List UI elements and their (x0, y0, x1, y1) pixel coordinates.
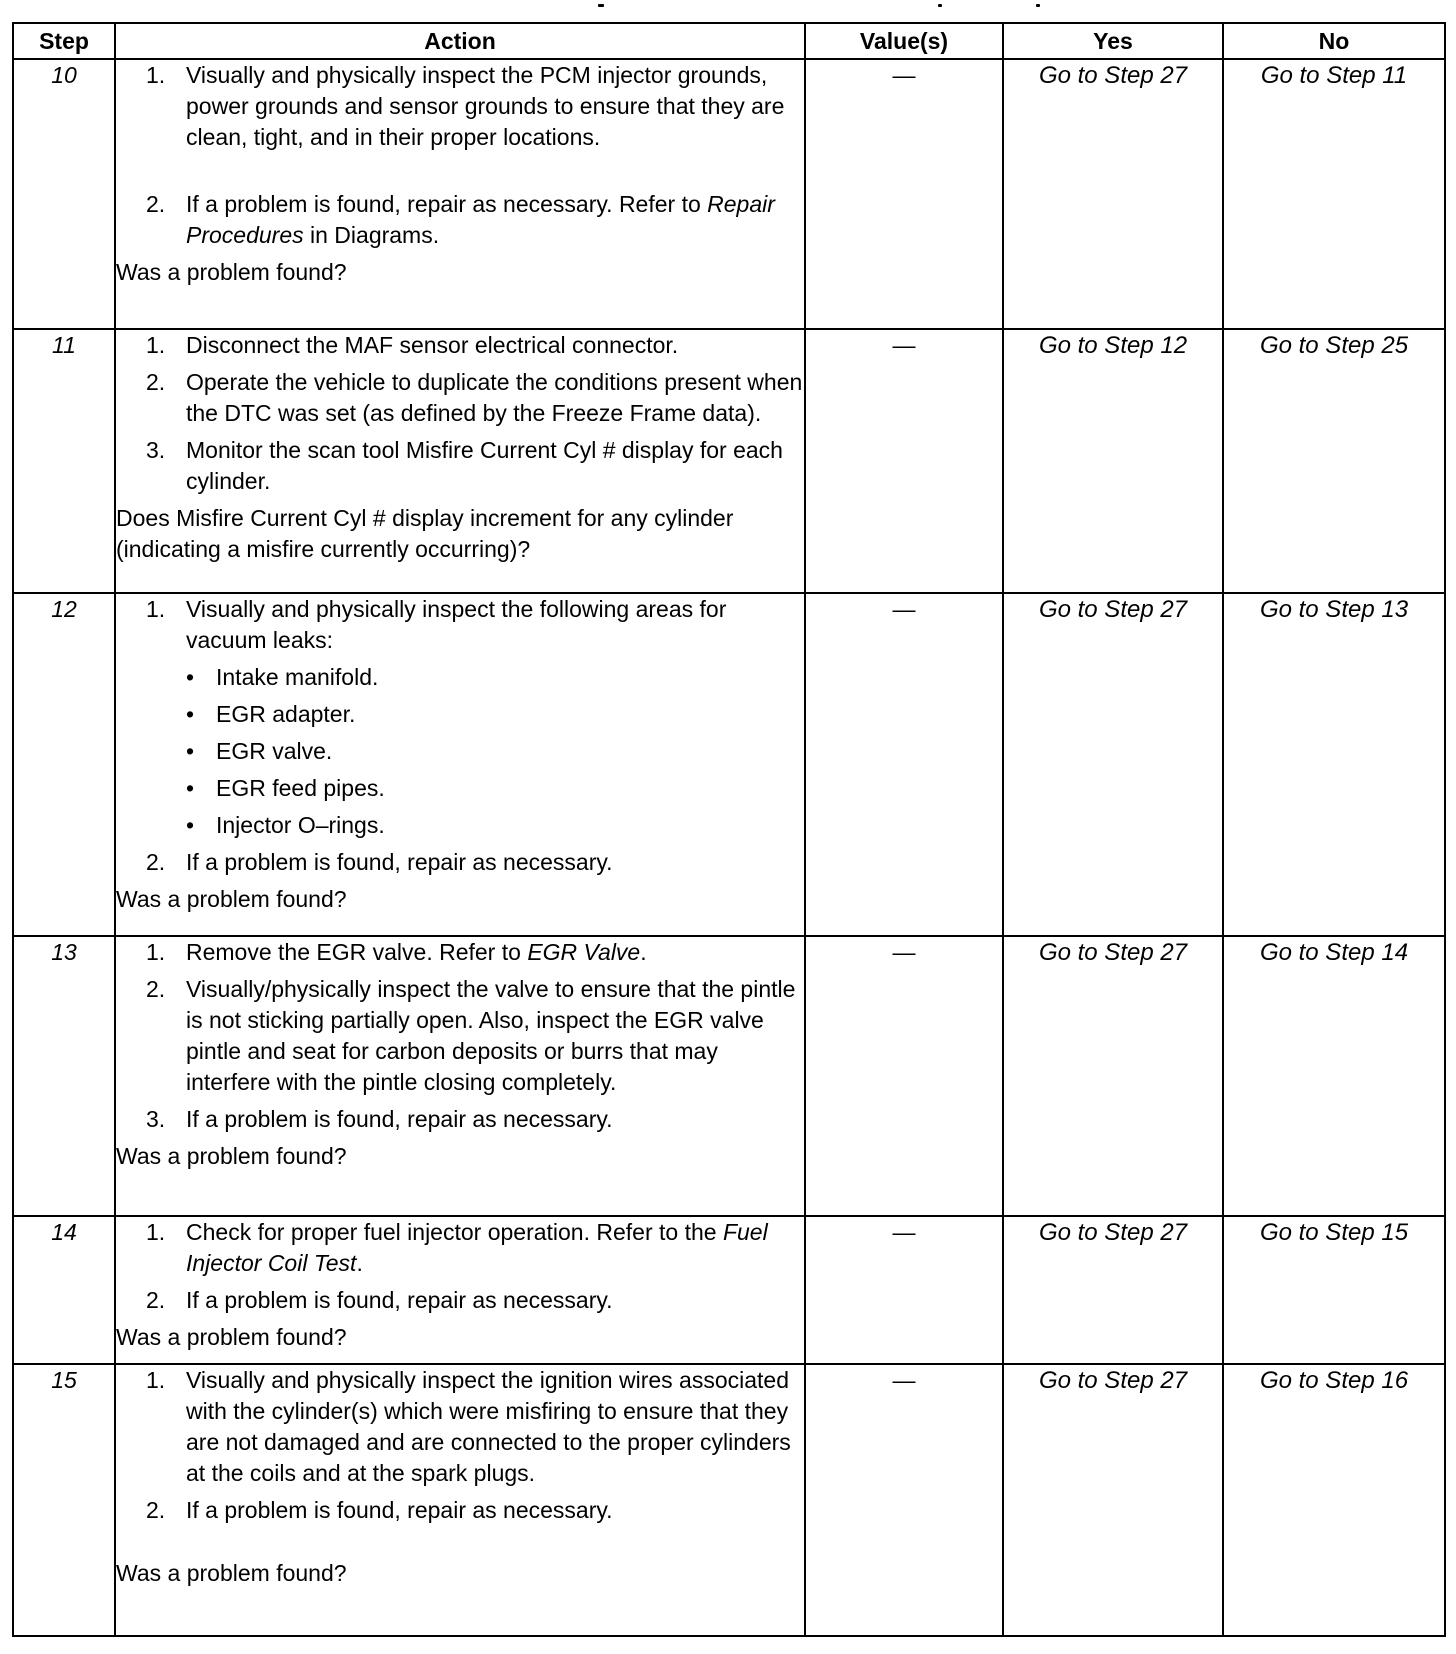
bullet-item (116, 699, 804, 730)
header-step: Step (13, 23, 115, 59)
no-result[interactable]: Go to Step 11 (1223, 59, 1445, 329)
header-values: Value(s) (805, 23, 1003, 59)
item-number: 1. (146, 596, 166, 622)
bullet-text: Injector O–rings. (216, 812, 385, 838)
scan-speck (938, 4, 942, 7)
item-number: 2. (146, 976, 166, 1002)
item-text: Remove the EGR valve. Refer to (186, 939, 528, 965)
action-cell (115, 59, 805, 329)
item-text: Visually and physically inspect the ignition wires associated with the cylinder(s) which were misfiring to ensure that they are not damaged and are connected to the proper cylinders at the coils and at the spark plugs. (186, 1367, 791, 1486)
item-number: 1. (146, 939, 166, 965)
bullet-item (116, 662, 804, 693)
table-row (13, 59, 1445, 329)
action-item (116, 1285, 804, 1316)
item-text-tail: . (356, 1250, 363, 1276)
item-text: If a problem is found, repair as necessary. (186, 1106, 613, 1132)
value-cell: — (805, 1216, 1003, 1364)
yes-result[interactable]: Go to Step 27 (1003, 1216, 1223, 1364)
item-number: 1. (146, 1367, 166, 1393)
item-text-wrap (186, 937, 804, 968)
item-text: Check for proper fuel injector operation. Refer to the (186, 1219, 723, 1245)
item-number: 3. (146, 437, 166, 463)
step-number: 14 (13, 1216, 115, 1364)
bullet-icon: • (186, 664, 195, 690)
bullet-icon: • (186, 701, 195, 727)
action-item (116, 189, 804, 251)
item-text: If a problem is found, repair as necessary. (186, 1497, 613, 1523)
header-no: No (1223, 23, 1445, 59)
action-cell (115, 1216, 805, 1364)
scan-speck (598, 4, 604, 7)
value-cell: — (805, 593, 1003, 936)
bullet-item (116, 810, 804, 841)
item-text-tail: in Diagrams. (303, 222, 440, 248)
action-item (116, 1365, 804, 1489)
diagnostic-table (12, 22, 1446, 1637)
value-cell: — (805, 59, 1003, 329)
action-item (116, 60, 804, 153)
no-result[interactable]: Go to Step 16 (1223, 1364, 1445, 1636)
item-number: 2. (146, 1287, 166, 1313)
no-result[interactable]: Go to Step 14 (1223, 936, 1445, 1216)
item-text-wrap (186, 1217, 804, 1279)
question-text: Was a problem found? (116, 1560, 347, 1586)
no-result[interactable]: Go to Step 13 (1223, 593, 1445, 936)
item-text: Operate the vehicle to duplicate the conditions present when the DTC was set (as defined by the Freeze Frame data). (186, 369, 803, 426)
question-text: Was a problem found? (116, 1324, 347, 1350)
action-item (116, 1104, 804, 1135)
header-yes: Yes (1003, 23, 1223, 59)
item-text: Disconnect the MAF sensor electrical connector. (186, 332, 679, 358)
item-number: 2. (146, 849, 166, 875)
action-item (116, 435, 804, 497)
table-row (13, 1216, 1445, 1364)
action-item (116, 1217, 804, 1279)
reference-link[interactable]: EGR Valve (527, 939, 641, 965)
bullet-text: EGR feed pipes. (216, 775, 385, 801)
item-number: 2. (146, 1497, 166, 1523)
item-text-wrap (186, 189, 804, 251)
item-text: Monitor the scan tool Misfire Current Cyl # display for each cylinder. (186, 437, 783, 494)
step-number: 10 (13, 59, 115, 329)
action-item (116, 330, 804, 361)
action-cell (115, 593, 805, 936)
item-text: If a problem is found, repair as necessary. Refer to (186, 191, 708, 217)
no-result[interactable]: Go to Step 25 (1223, 329, 1445, 593)
step-number: 11 (13, 329, 115, 593)
action-item (116, 974, 804, 1098)
action-item (116, 594, 804, 656)
bullet-item (116, 773, 804, 804)
yes-result[interactable]: Go to Step 27 (1003, 1364, 1223, 1636)
action-cell (115, 936, 805, 1216)
value-cell: — (805, 329, 1003, 593)
question-text: Was a problem found? (116, 1143, 347, 1169)
reference-link[interactable]: Fuel Injector Coil Test (186, 1219, 768, 1276)
bullet-item (116, 736, 804, 767)
table-row (13, 1364, 1445, 1636)
header-action: Action (115, 23, 805, 59)
item-text: Visually/physically inspect the valve to ensure that the pintle is not sticking partially open. Also, inspect the EGR valve pintle and seat for carbon deposits or burrs that may interfere with the pintle closing completely. (186, 976, 796, 1095)
action-cell (115, 1364, 805, 1636)
yes-result[interactable]: Go to Step 12 (1003, 329, 1223, 593)
action-item (116, 847, 804, 878)
value-cell: — (805, 936, 1003, 1216)
item-number: 2. (146, 191, 166, 217)
step-number: 12 (13, 593, 115, 936)
step-number: 13 (13, 936, 115, 1216)
item-text: Visually and physically inspect the PCM injector grounds, power grounds and sensor grounds to ensure that they are clean, tight, and in their proper locations. (186, 62, 785, 150)
item-text: If a problem is found, repair as necessary. (186, 849, 613, 875)
bullet-text: EGR valve. (216, 738, 333, 764)
header-row (13, 23, 1445, 59)
spacer (116, 159, 804, 189)
bullet-icon: • (186, 738, 195, 764)
no-result[interactable]: Go to Step 15 (1223, 1216, 1445, 1364)
question-text: Was a problem found? (116, 886, 347, 912)
yes-result[interactable]: Go to Step 27 (1003, 936, 1223, 1216)
yes-result[interactable]: Go to Step 27 (1003, 59, 1223, 329)
action-item (116, 1495, 804, 1526)
step-number: 15 (13, 1364, 115, 1636)
bullet-icon: • (186, 812, 195, 838)
action-item (116, 937, 804, 968)
item-number: 1. (146, 332, 166, 358)
table-row (13, 593, 1445, 936)
table-row (13, 329, 1445, 593)
bullet-text: Intake manifold. (216, 664, 379, 690)
item-text-tail: . (640, 939, 647, 965)
bullet-text: EGR adapter. (216, 701, 356, 727)
spacer (116, 1532, 804, 1556)
scan-speck (1036, 4, 1040, 7)
yes-result[interactable]: Go to Step 27 (1003, 593, 1223, 936)
table-row (13, 936, 1445, 1216)
item-number: 3. (146, 1106, 166, 1132)
item-text: If a problem is found, repair as necessary. (186, 1287, 613, 1313)
question-text: Was a problem found? (116, 259, 347, 285)
reference-link[interactable]: Repair Procedures (186, 191, 775, 248)
item-text: Visually and physically inspect the following areas for vacuum leaks: (186, 596, 727, 653)
item-number: 1. (146, 62, 166, 88)
question-text: Does Misfire Current Cyl # display increment for any cylinder (indicating a misfire currently occurring)? (116, 505, 734, 562)
value-cell: — (805, 1364, 1003, 1636)
item-number: 1. (146, 1219, 166, 1245)
action-item (116, 367, 804, 429)
action-cell (115, 329, 805, 593)
item-number: 2. (146, 369, 166, 395)
bullet-icon: • (186, 775, 195, 801)
